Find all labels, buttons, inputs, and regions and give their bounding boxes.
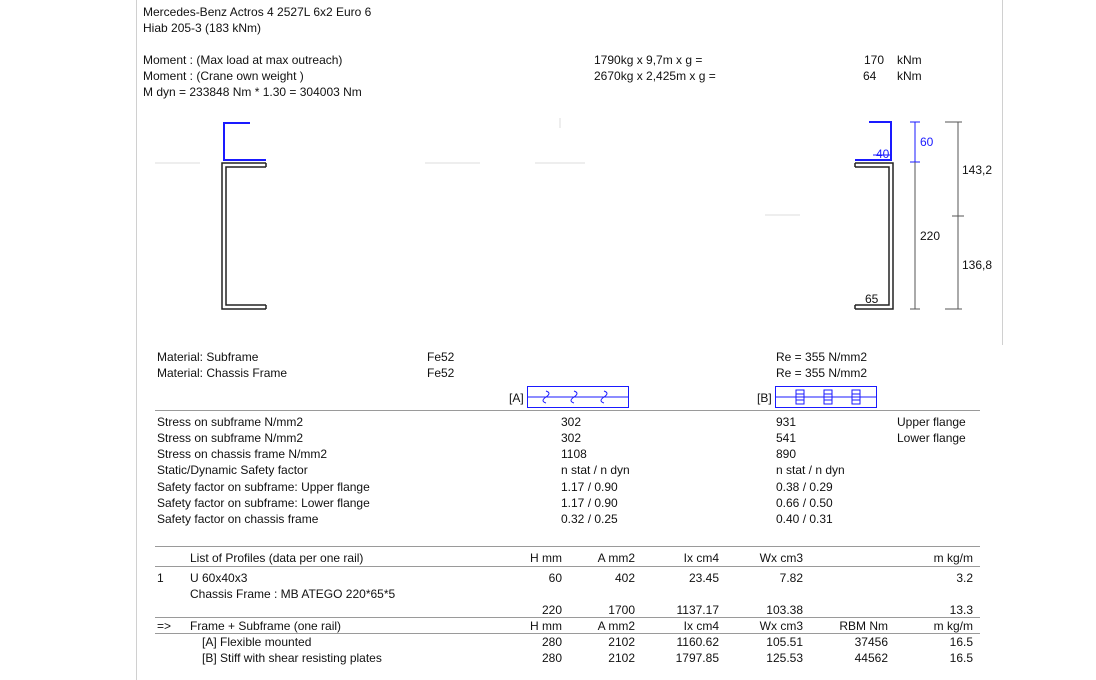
combo-row-h: 280 [541, 635, 562, 649]
stress-row-label: Stress on subframe N/mm2 [157, 431, 304, 445]
upper-section-dim: 143,2 [962, 163, 993, 177]
chassis-row-wx: 103.38 [766, 603, 803, 617]
divider-profiles-top [155, 546, 980, 547]
stress-row-b: 541 [776, 431, 797, 445]
stress-row-a: 1.17 / 0.90 [561, 496, 618, 510]
moment-formula-2: 2670kg x 2,425m x g = [594, 69, 716, 83]
profile-row-ix: 23.45 [688, 571, 719, 585]
mount-a-label: [A] [509, 391, 524, 405]
stress-row-a: 302 [561, 431, 582, 445]
combo-row-m: 16.5 [949, 635, 973, 649]
divider-combo-header [155, 633, 980, 634]
stress-row-label: Safety factor on subframe: Upper flange [157, 480, 370, 494]
stress-row-note: Upper flange [897, 415, 966, 429]
combo-row-rbm: 37456 [854, 635, 888, 649]
material-label-subframe: Material: Subframe [157, 350, 259, 364]
profile-row-num: 1 [157, 571, 164, 585]
stress-row-a: n stat / n dyn [561, 463, 630, 477]
combo-header-wx: Wx cm3 [759, 619, 803, 633]
moment-label-1: Moment : (Max load at max outreach) [143, 53, 343, 67]
divider-profiles-header [155, 566, 980, 567]
divider-stress-top [155, 410, 980, 411]
profile-row-h: 60 [548, 571, 562, 585]
combo-row-a: 2102 [608, 635, 635, 649]
right-chassis-profile [855, 163, 893, 309]
profile-row-name: U 60x40x3 [190, 571, 248, 585]
combo-row-m: 16.5 [949, 651, 973, 665]
combo-header-m: m kg/m [933, 619, 973, 633]
stress-row-b: 890 [776, 447, 797, 461]
combo-row-rbm: 44562 [854, 651, 888, 665]
left-subframe-profile [224, 123, 266, 160]
profiles-title: List of Profiles (data per one rail) [190, 551, 364, 565]
chassis-row-a: 1700 [608, 603, 635, 617]
profile-row-m: 3.2 [956, 571, 973, 585]
moment-unit-2: kNm [897, 69, 922, 83]
combo-row-a: 2102 [608, 651, 635, 665]
stress-row-label: Stress on subframe N/mm2 [157, 415, 304, 429]
chassis-height-dim: 220 [920, 229, 941, 243]
stress-row-b: 931 [776, 415, 797, 429]
chassis-width-dim: 65 [865, 292, 879, 306]
combo-title: Frame + Subframe (one rail) [190, 619, 342, 633]
profile-row-wx: 7.82 [779, 571, 803, 585]
combo-row-wx: 125.53 [766, 651, 803, 665]
chassis-row-m: 13.3 [949, 603, 973, 617]
profiles-header-a: A mm2 [597, 551, 635, 565]
stress-row-b: 0.38 / 0.29 [776, 480, 833, 494]
stress-row-note: Lower flange [897, 431, 966, 445]
stress-row-a: 0.32 / 0.25 [561, 512, 618, 526]
stress-row-a: 302 [561, 415, 582, 429]
lower-section-dim: 136,8 [962, 258, 993, 272]
material-label-chassis: Material: Chassis Frame [157, 366, 288, 380]
divider-combo-top [155, 617, 980, 618]
chassis-row-ix: 1137.17 [676, 603, 719, 617]
combo-header-ix: Ix cm4 [683, 619, 719, 633]
stress-row-label: Safety factor on subframe: Lower flange [157, 496, 370, 510]
crane-title: Hiab 205-3 (183 kNm) [143, 21, 262, 35]
mdyn-line: M dyn = 233848 Nm * 1.30 = 304003 Nm [143, 85, 362, 99]
material-re-chassis: Re = 355 N/mm2 [776, 366, 868, 380]
stress-row-b: n stat / n dyn [776, 463, 845, 477]
profiles-header-ix: Ix cm4 [683, 551, 719, 565]
mount-b-label: [B] [757, 391, 772, 405]
subframe-height-dim: 60 [920, 135, 934, 149]
moment-label-2: Moment : (Crane own weight ) [143, 69, 304, 83]
moment-unit-1: kNm [897, 53, 922, 67]
combo-row-name: [B] Stiff with shear resisting plates [202, 651, 382, 665]
combo-header-h: H mm [530, 619, 562, 633]
left-chassis-profile [222, 163, 266, 309]
stress-row-label: Safety factor on chassis frame [157, 512, 319, 526]
combo-row-ix: 1797.85 [675, 651, 719, 665]
stress-row-b: 0.40 / 0.31 [776, 512, 833, 526]
combo-row-wx: 105.51 [766, 635, 803, 649]
stress-row-label: Stress on chassis frame N/mm2 [157, 447, 328, 461]
profile-row-a: 402 [614, 571, 635, 585]
stress-row-b: 0.66 / 0.50 [776, 496, 833, 510]
subframe-width-dim: 40 [876, 147, 890, 161]
combo-header-a: A mm2 [597, 619, 635, 633]
flexible-mount-icon [527, 386, 629, 408]
combo-row-ix: 1160.62 [676, 635, 719, 649]
profiles-header-wx: Wx cm3 [759, 551, 803, 565]
material-grade-chassis: Fe52 [427, 366, 455, 380]
chassis-row-h: 220 [541, 603, 562, 617]
combo-row-name: [A] Flexible mounted [202, 635, 312, 649]
stress-row-a: 1.17 / 0.90 [561, 480, 618, 494]
vehicle-title: Mercedes-Benz Actros 4 2527L 6x2 Euro 6 [143, 5, 372, 19]
material-re-subframe: Re = 355 N/mm2 [776, 350, 868, 364]
moment-formula-1: 1790kg x 9,7m x g = [594, 53, 703, 67]
profiles-header-h: H mm [530, 551, 562, 565]
stiff-mount-icon [775, 386, 877, 408]
chassis-frame-label: Chassis Frame : MB ATEGO 220*65*5 [190, 587, 396, 601]
stress-row-a: 1108 [561, 447, 587, 461]
combo-row-h: 280 [541, 651, 562, 665]
moment-value-1: 170 [863, 53, 884, 67]
combo-arrow: => [157, 619, 172, 633]
moment-value-2: 64 [863, 69, 877, 83]
material-grade-subframe: Fe52 [427, 350, 455, 364]
stress-row-label: Static/Dynamic Safety factor [157, 463, 308, 477]
combo-header-rbm: RBM Nm [839, 619, 888, 633]
profiles-header-m: m kg/m [933, 551, 973, 565]
